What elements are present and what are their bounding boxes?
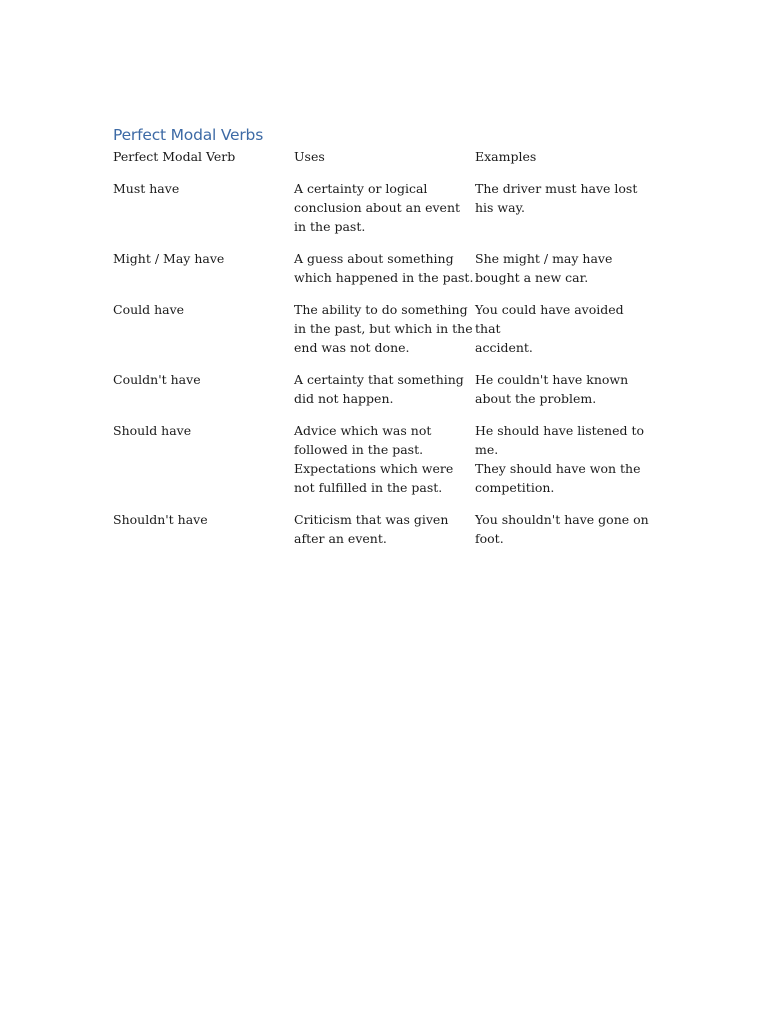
example-line: The driver must have lost [475,181,638,196]
uses-cell [294,179,475,249]
uses-line: which happened in the past. [294,270,474,285]
example-line: He couldn't have known [475,372,629,387]
uses-line: did not happen. [294,391,394,406]
header-examples: Examples [475,149,537,164]
example-line: foot. [475,531,504,546]
example-line: She might / may have [475,251,613,266]
table-body [113,147,653,561]
examples-cell [475,510,653,561]
modal-verb-cell: Couldn't have [113,372,201,387]
header-verb: Perfect Modal Verb [113,149,236,164]
document-title: Perfect Modal Verbs [113,126,264,144]
document-page [113,124,653,561]
uses-line: Expectations which were [294,461,454,476]
uses-line: conclusion about an event [294,200,461,215]
uses-cell [294,370,475,421]
uses-cell [294,300,475,370]
table-row [113,300,653,370]
example-line: accident. [475,340,533,355]
uses-line: in the past. [294,219,366,234]
example-line: He should have listened to [475,423,645,438]
table-row [113,249,653,300]
example-line: competition. [475,480,555,495]
uses-line: A certainty or logical [294,181,428,196]
example-line: You could have avoided that [475,302,624,336]
uses-line: after an event. [294,531,387,546]
example-line: They should have won the [475,461,641,476]
header-uses: Uses [294,149,325,164]
example-line: bought a new car. [475,270,589,285]
modal-verb-cell: Should have [113,423,192,438]
modal-verb-cell: Could have [113,302,185,317]
uses-cell [294,421,475,510]
modal-verb-cell: Must have [113,181,180,196]
uses-line: Advice which was not [294,423,432,438]
uses-cell [294,510,475,561]
modal-verb-cell: Might / May have [113,251,225,266]
table-row [113,510,653,561]
modal-verbs-table [113,147,653,561]
uses-line: in the past, but which in the [294,321,473,336]
table-row [113,421,653,510]
examples-cell [475,370,653,421]
table-header-row [113,147,653,179]
uses-cell [294,249,475,300]
uses-line: Criticism that was given [294,512,449,527]
uses-line: followed in the past. [294,442,424,457]
table-row [113,370,653,421]
example-line: me. [475,442,499,457]
examples-cell [475,249,653,300]
example-line: You shouldn't have gone on [475,512,649,527]
examples-cell [475,300,653,370]
example-line: his way. [475,200,525,215]
modal-verb-cell: Shouldn't have [113,512,208,527]
uses-line: The ability to do something [294,302,468,317]
examples-cell [475,421,653,510]
examples-cell [475,179,653,249]
example-line: about the problem. [475,391,597,406]
table-row [113,179,653,249]
uses-line: A certainty that something [294,372,464,387]
uses-line: not fulfilled in the past. [294,480,443,495]
uses-line: end was not done. [294,340,410,355]
uses-line: A guess about something [294,251,454,266]
